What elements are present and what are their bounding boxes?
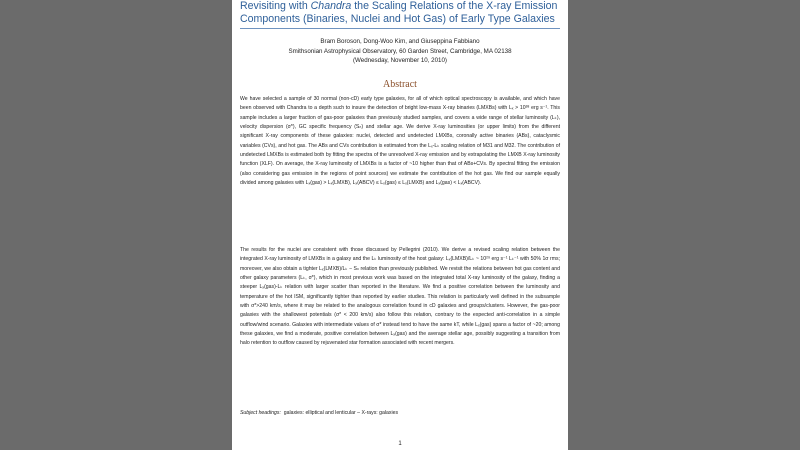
abstract-paragraph-2: The results for the nuclei are consistent with those discussed by Pellegrini (2010). We derive a revised scaling relation between the integrated X-ray luminosity of LMXBs in a galaxy and the Lₖ luminosity of the host galaxy: Lₓ(LMXB)/Lₖ ~ 10²⁹ erg s⁻¹ Lₖ⁻¹ with 50% 1σ rms; moreover, we also obtain a tighter Lₓ(LMXB)/Lₖ − Sₙ relation than previously published. We revisit the relations between hot gas content and other galaxy parameters (Lₖ, σ*), which in most previous work was based on the integrated total X-ray luminosity of the galaxy, finding a steeper Lₓ(gas)-Lₖ relation with larger scatter than reported in the literature. We find a positive correlation between the luminosity and temperature of the hot ISM, significantly tighter than reported by earlier studies. This relation is particularly well defined in the subsample with σ*>240 km/s, where it may be related to the analogous correlation found in cD galaxies and groups/clusters. However, the gas-poor galaxies with the shallowest potentials (σ* < 200 km/s) also follow this relation, contrary to the expected anti-correlation in a simple outflow/wind scenario. Galaxies with intermediate values of σ* instead tend to have the same kT, while Lₓ(gas) spans a factor of ~20; among these galaxies, we find a moderate, positive correlation between Lₓ(gas) and the average stellar age, possibly suggesting a transition from halo retention to outflow caused by rejuvenated star formation associated with recent mergers. [240,247,560,347]
author-block [240,37,560,66]
title-rule [240,28,560,29]
subject-headings-text: galaxies: elliptical and lenticular – X-rays: galaxies [283,410,399,416]
paper-title [240,0,560,26]
subject-headings [240,409,560,418]
author-names: Bram Boroson, Dong-Woo Kim, and Giuseppina Fabbiano [320,38,480,45]
page-number: 1 [398,441,402,447]
title-suffix: the Scaling Relations of the X-ray Emission Components (Binaries, Nuclei and Hot Gas) of Early Type Galaxies [240,0,558,25]
publication-date: (Wednesday, November 10, 2010) [352,57,447,64]
author-affiliation: Smithsonian Astrophysical Observatory, 60 Garden Street, Cambridge, MA 02138 [288,47,512,55]
abstract-heading: Abstract [383,79,417,90]
abstract-paragraph-1: We have selected a sample of 30 normal (non-cD) early type galaxies, for all of which optical spectroscopy is available, and which have been observed with Chandra to a depth such to insure the detection of bright low-mass X-ray binaries (LMXBs) with Lₓ > 10³⁸ erg s⁻¹. This sample includes a larger fraction of gas-poor galaxies than previously studied samples, and covers a wide range of stellar luminosity (Lₖ), velocity dispersion (σ*), GC specific frequency (Sₙ) and stellar age. We derive X-ray luminosities (or upper limits) from the different significant X-ray components of these galaxies: nuclei, detected and undetected LMXBs, coronally active binaries (ABs), cataclysmic variables (CVs), and hot gas. The ABs and CVs contribution is estimated from the Lₓ-Lₖ scaling relation of M31 and M32. The contribution of undetected LMXBs is estimated both by fitting the spectra of the unresolved X-ray emission and by extrapolating the LMXB X-ray luminosity function (XLF). On average, the X-ray luminosity of LMXBs is a factor of ~10 higher than that of ABs+CVs. By spectral fitting the emission (also considering gas emission in the regions of point sources) we estimate the contribution of the hot gas. We find our sample equally divided among galaxies with Lₓ(gas) > Lₓ(LMXB), Lₓ(ABCV) ≤ Lₓ(gas) ≤ Lₓ(LMXB) and Lₓ(gas) < Lₓ(ABCV). [240,96,560,187]
document-page [232,0,568,450]
subject-headings-label: Subject headings: [240,410,281,416]
title-italic: Chandra [310,0,352,12]
title-prefix: Revisiting with [240,0,311,12]
